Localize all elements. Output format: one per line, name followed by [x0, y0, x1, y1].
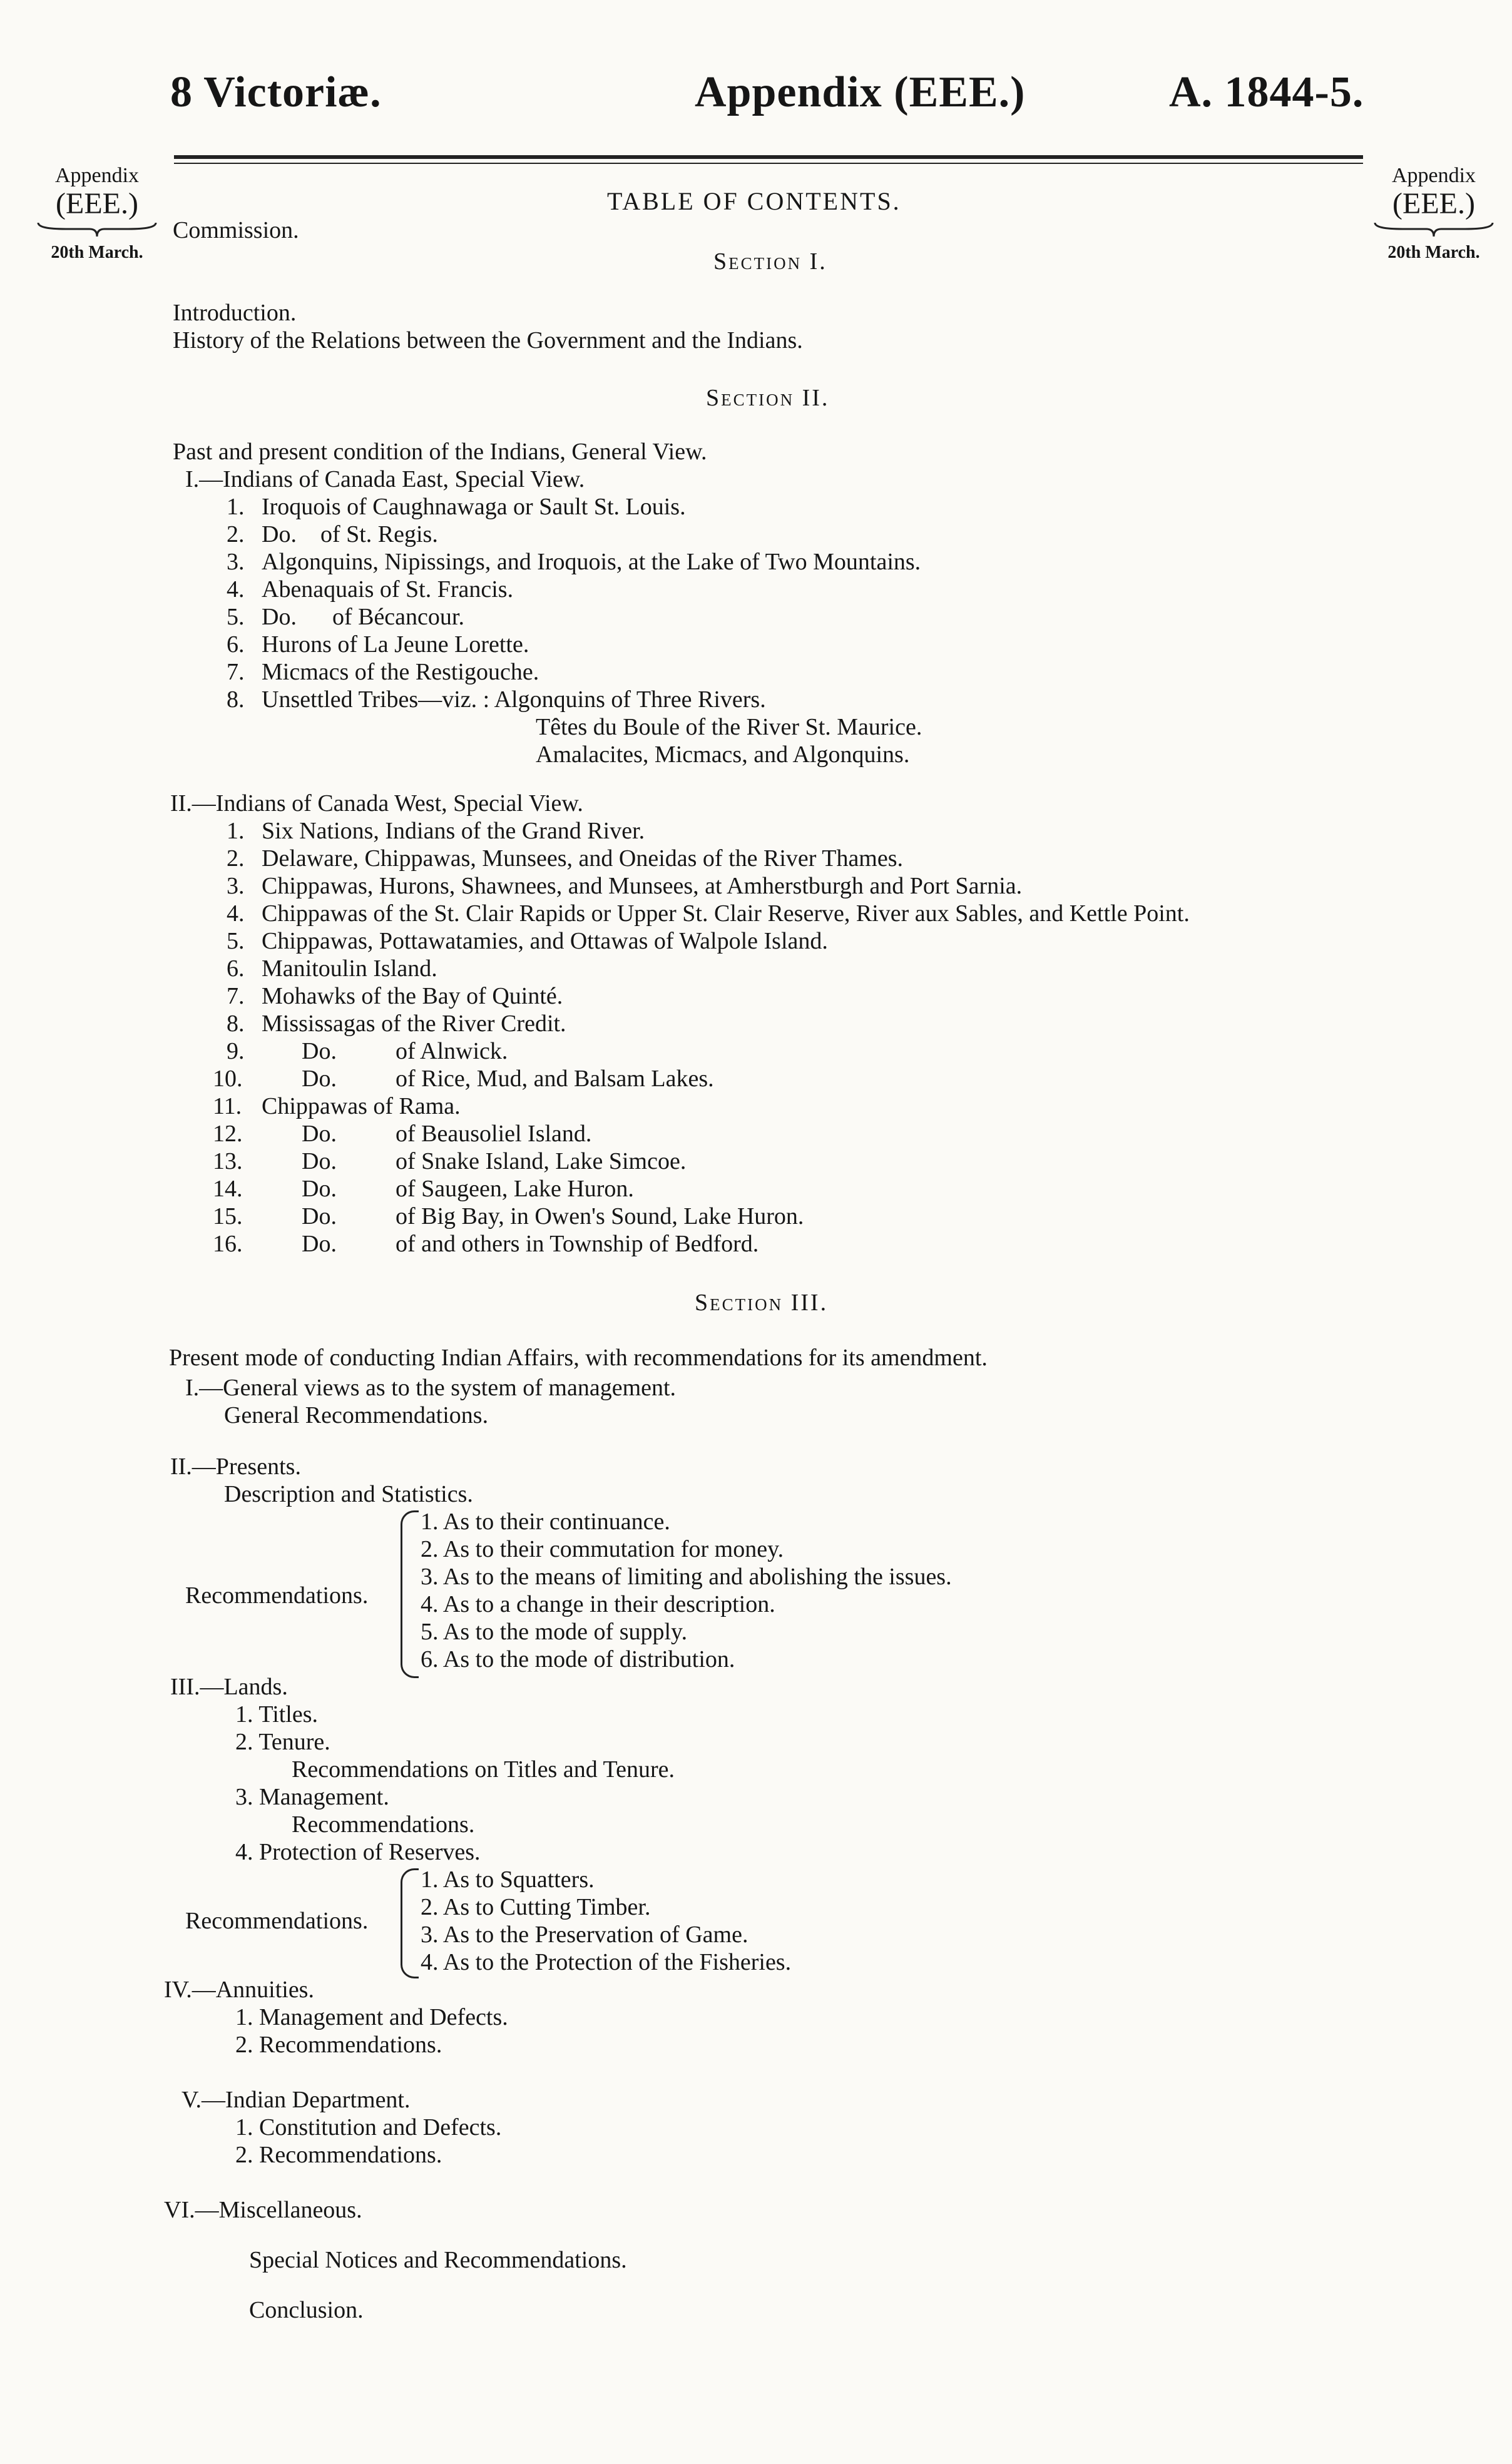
general-sub: General Recommendations. — [224, 1402, 489, 1428]
west-item: Chippawas of the St. Clair Rapids or Upper St. Clair Reserve, River aux Sables, and Kettle Point. — [262, 900, 1190, 927]
west-heading: II.—Indians of Canada West, Special View. — [170, 790, 583, 817]
west-item-num: 8. — [227, 1011, 245, 1037]
east-item-num: 8. — [227, 686, 245, 713]
annuities-heading: IV.—Annuities. — [164, 1977, 314, 2003]
west-item: of and others in Township of Bedford. — [396, 1231, 759, 1257]
section-1-heading: Section I. — [713, 248, 827, 275]
east-item: Iroquois of Caughnawaga or Sault St. Louis. — [262, 494, 686, 520]
margin-note-date: 20th March. — [1387, 243, 1480, 262]
east-item-num: 1. — [227, 494, 245, 520]
section-1-line: Introduction. — [173, 300, 297, 326]
lands-brace — [401, 1868, 419, 1978]
section-2-intro: Past and present condition of the Indians, General View. — [173, 439, 707, 465]
east-item-num: 5. — [227, 604, 245, 630]
east-item: Micmacs of the Restigouche. — [262, 659, 539, 685]
presents-rec-item: 5. As to the mode of supply. — [421, 1619, 688, 1645]
lands-rec-item: 4. As to the Protection of the Fisheries. — [421, 1949, 792, 1975]
east-item-num: 7. — [227, 659, 245, 685]
margin-brace-icon — [1371, 220, 1496, 239]
west-item: of Rice, Mud, and Balsam Lakes. — [396, 1066, 714, 1092]
lands-rec-item: 1. As to Squatters. — [421, 1866, 595, 1893]
east-item: Unsettled Tribes—viz. : Algonquins of Three Rivers. — [262, 686, 766, 713]
west-item-num: 1. — [227, 818, 245, 844]
presents-rec-label: Recommendations. — [185, 1582, 369, 1609]
presents-rec-item: 4. As to a change in their description. — [421, 1591, 775, 1617]
department-item: 1. Constitution and Defects. — [235, 2114, 502, 2141]
lands-rec: Recommendations. — [292, 1811, 475, 1838]
east-item-cont: Amalacites, Micmacs, and Algonquins. — [536, 741, 910, 768]
header-rule-thin — [174, 163, 1363, 164]
section-1-line: History of the Relations between the Government and the Indians. — [173, 327, 803, 354]
west-item-num: 15. — [213, 1203, 243, 1229]
margin-note-right — [1368, 164, 1499, 263]
west-item-num: 5. — [227, 928, 245, 954]
west-item: of Alnwick. — [396, 1038, 508, 1064]
lands-heading: III.—Lands. — [170, 1674, 288, 1700]
west-item-ditto: Do. — [302, 1231, 337, 1257]
west-item: Chippawas, Hurons, Shawnees, and Munsees, at Amherstburgh and Port Sarnia. — [262, 873, 1023, 899]
east-item-num: 2. — [227, 521, 245, 547]
margin-note-label: Appendix — [54, 164, 140, 187]
margin-brace-icon — [34, 220, 160, 239]
west-item: of Saugeen, Lake Huron. — [396, 1176, 634, 1202]
west-item-ditto: Do. — [302, 1148, 337, 1174]
header-left: 8 Victoriæ. — [170, 68, 382, 116]
west-item-num: 4. — [227, 900, 245, 927]
presents-rec-item: 2. As to their commutation for money. — [421, 1536, 784, 1562]
lands-rec: Recommendations on Titles and Tenure. — [292, 1756, 675, 1783]
west-item-num: 9. — [227, 1038, 245, 1064]
west-item-num: 2. — [227, 845, 245, 872]
east-item: Abenaquais of St. Francis. — [262, 576, 514, 603]
west-item-ditto: Do. — [302, 1038, 337, 1064]
west-item: Mississagas of the River Credit. — [262, 1011, 566, 1037]
east-item-num: 4. — [227, 576, 245, 603]
lands-item: 2. Tenure. — [235, 1729, 330, 1755]
west-item-num: 10. — [213, 1066, 243, 1092]
west-item: Six Nations, Indians of the Grand River. — [262, 818, 645, 844]
misc-item: Conclusion. — [249, 2297, 364, 2323]
east-item: Hurons of La Jeune Lorette. — [262, 631, 529, 658]
department-item: 2. Recommendations. — [235, 2142, 442, 2168]
section-3-intro: Present mode of conducting Indian Affairs, with recommendations for its amendment. — [169, 1345, 988, 1371]
general-heading: I.—General views as to the system of management. — [185, 1375, 677, 1401]
margin-note-date: 20th March. — [51, 243, 143, 262]
header-rule-thick — [174, 155, 1363, 159]
commission-entry: Commission. — [173, 217, 299, 243]
west-item: of Snake Island, Lake Simcoe. — [396, 1148, 687, 1174]
west-item-ditto: Do. — [302, 1203, 337, 1229]
west-item: of Big Bay, in Owen's Sound, Lake Huron. — [396, 1203, 804, 1229]
west-item: Delaware, Chippawas, Munsees, and Oneidas of the River Thames. — [262, 845, 904, 872]
presents-brace — [401, 1510, 419, 1678]
west-item-num: 3. — [227, 873, 245, 899]
lands-rec-item: 3. As to the Preservation of Game. — [421, 1922, 748, 1948]
annuities-item: 1. Management and Defects. — [235, 2004, 508, 2030]
margin-note-code: (EEE.) — [56, 187, 138, 220]
section-2-heading: Section II. — [706, 385, 830, 411]
west-item: Chippawas, Pottawatamies, and Ottawas of Walpole Island. — [262, 928, 828, 954]
toc-title: TABLE OF CONTENTS. — [607, 187, 901, 215]
department-heading: V.—Indian Department. — [181, 2087, 411, 2113]
west-item-num: 6. — [227, 955, 245, 982]
presents-sub: Description and Statistics. — [224, 1481, 473, 1507]
west-item-num: 16. — [213, 1231, 243, 1257]
lands-rec-item: 2. As to Cutting Timber. — [421, 1894, 651, 1920]
misc-item: Special Notices and Recommendations. — [249, 2247, 627, 2273]
east-item: Algonquins, Nipissings, and Iroquois, at the Lake of Two Mountains. — [262, 549, 921, 575]
west-item: of Beausoliel Island. — [396, 1121, 592, 1147]
section-3-heading: Section III. — [695, 1290, 829, 1316]
header-title: Appendix (EEE.) — [695, 68, 1026, 116]
west-item-num: 12. — [213, 1121, 243, 1147]
east-item: Do. of St. Regis. — [262, 521, 438, 547]
west-item-num: 7. — [227, 983, 245, 1009]
west-item-ditto: Do. — [302, 1121, 337, 1147]
presents-rec-item: 6. As to the mode of distribution. — [421, 1646, 735, 1672]
east-item-num: 3. — [227, 549, 245, 575]
west-item-num: 13. — [213, 1148, 243, 1174]
presents-heading: II.—Presents. — [170, 1453, 301, 1480]
presents-rec-item: 3. As to the means of limiting and abolishing the issues. — [421, 1564, 952, 1590]
west-item-ditto: Do. — [302, 1176, 337, 1202]
lands-item: 3. Management. — [235, 1784, 389, 1810]
west-item-ditto: Do. — [302, 1066, 337, 1092]
misc-heading: VI.—Miscellaneous. — [164, 2197, 362, 2223]
margin-note-code: (EEE.) — [1392, 187, 1475, 220]
margin-note-label: Appendix — [1391, 164, 1476, 187]
lands-item: 4. Protection of Reserves. — [235, 1839, 481, 1865]
annuities-item: 2. Recommendations. — [235, 2032, 442, 2058]
east-item: Do. of Bécancour. — [262, 604, 464, 630]
east-item-num: 6. — [227, 631, 245, 658]
east-item-cont: Têtes du Boule of the River St. Maurice. — [536, 714, 922, 740]
west-item: Mohawks of the Bay of Quinté. — [262, 983, 563, 1009]
west-item: Chippawas of Rama. — [262, 1093, 461, 1119]
lands-item: 1. Titles. — [235, 1701, 319, 1728]
presents-rec-item: 1. As to their continuance. — [421, 1509, 670, 1535]
lands-rec-label: Recommendations. — [185, 1908, 369, 1934]
west-item-num: 14. — [213, 1176, 243, 1202]
east-heading: I.—Indians of Canada East, Special View. — [185, 466, 585, 492]
margin-note-left — [31, 164, 163, 263]
header-right: A. 1844-5. — [1169, 68, 1364, 116]
west-item: Manitoulin Island. — [262, 955, 437, 982]
west-item-num: 11. — [213, 1093, 242, 1119]
